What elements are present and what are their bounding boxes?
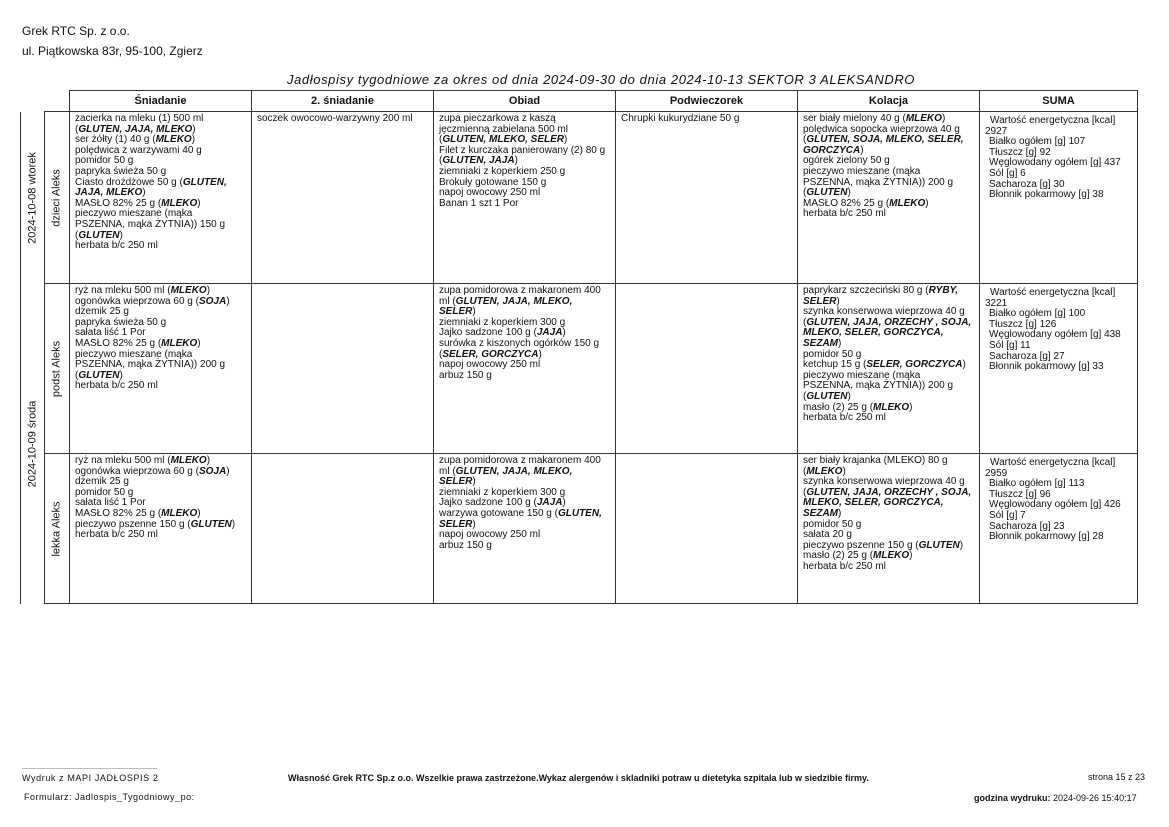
dish-text: ( (439, 134, 443, 146)
dish-text: ( (75, 229, 79, 241)
allergen-text: GLUTEN, JAJA, ORZECHY , SOJA, (806, 316, 972, 328)
allergen-text: SELER (439, 476, 473, 488)
dish-text: Jajko sadzone 100 g ( (439, 327, 537, 339)
dish-text: ) (836, 295, 840, 307)
allergen-text: RYBY, (928, 285, 959, 296)
meal-item-line (75, 530, 247, 541)
dish-text: ) (562, 497, 566, 509)
meal-cell-sniadanie (70, 112, 252, 284)
dish-text: ) (847, 187, 851, 199)
allergen-text: MLEKO (161, 337, 198, 349)
diet-name: dzieci Aleks (50, 168, 63, 227)
allergen-text: MLEKO (889, 197, 926, 209)
dish-text: ) (472, 306, 476, 318)
nutrition-value: Białko ogółem [g] 100 (989, 308, 1086, 320)
dish-text: ( (75, 369, 79, 381)
dish-text: ) (206, 455, 211, 466)
allergen-text: MLEKO (161, 197, 198, 209)
nutrition-value: Białko ogółem [g] 107 (989, 136, 1086, 148)
meal-item-line (257, 114, 429, 125)
nutrition-value: Węglowodany ogółem [g] 437 (989, 157, 1121, 169)
nutrition-value: Sól [g] 11 (989, 339, 1031, 351)
dish-text: ) (959, 539, 964, 551)
dish-text: pieczywo mieszane (mąka (75, 348, 193, 360)
col-header-podwieczorek: Podwieczorek (616, 91, 798, 112)
dish-text: napoj owocowy 250 ml (439, 187, 541, 199)
allergen-text: MLEKO (155, 134, 192, 146)
dish-text: ) (231, 518, 236, 530)
allergen-text: SEZAM (803, 507, 838, 519)
diet-name-cell (45, 112, 70, 284)
allergen-text: MLEKO (873, 401, 910, 413)
company-address: ul. Piątkowska 83r, 95-100, Zgierz (22, 44, 203, 58)
day-date: 2024-10-09 środa (26, 400, 39, 487)
allergen-text: GLUTEN (918, 539, 960, 551)
nutrition-value: Wartość energetyczna [kcal] (990, 115, 1116, 126)
footer-printout: Wydruk z MAPI JADŁOSPIS 2 (22, 773, 159, 783)
allergen-text: SELER (439, 518, 473, 530)
dish-text: pieczywo mieszane (mąka (75, 208, 193, 220)
allergen-text: GLUTEN (806, 187, 848, 199)
col-header-suma: SUMA (980, 91, 1138, 112)
dish-text: szynka konserwowa wieprzowa 40 g (803, 306, 965, 318)
allergen-text: SELER, GORCZYCA (866, 359, 963, 371)
allergen-text: GORCZYCA (803, 144, 861, 156)
meal-cell-kolacja (798, 454, 980, 604)
dish-text: PSZENNA, mąka ŻYTNIA)) 200 g (803, 176, 954, 188)
dish-text: ) (472, 476, 476, 488)
dish-text: Filet z kurczaka panierowany (2) 80 g (439, 144, 606, 156)
dish-text: ) (197, 507, 201, 519)
print-time-label: godzina wydruku: (974, 793, 1051, 803)
dish-text: ziemniaki z koperkiem 300 g (439, 486, 566, 498)
diet-row (21, 284, 1138, 454)
dish-text: ) (226, 465, 230, 477)
dish-text: Brokuły gotowane 150 g (439, 176, 547, 188)
dish-text: herbata b/c 250 ml (75, 529, 158, 541)
dish-text: Jajko sadzone 100 g ( (439, 497, 537, 509)
dish-text: MASŁO 82% 25 g ( (75, 507, 162, 519)
allergen-text: SELER (803, 295, 837, 307)
footer-print-time (974, 793, 1137, 803)
dish-text: ) (119, 229, 123, 241)
dish-text: ) (564, 134, 568, 146)
col-header-sniadanie: Śniadanie (70, 91, 252, 112)
allergen-text: GLUTEN, MLEKO, SELER (442, 134, 565, 146)
dish-text: ) (860, 144, 864, 156)
diet-name-cell (45, 284, 70, 454)
dish-text: papryka świeża 50 g (75, 165, 167, 177)
allergen-text: MLEKO, SELER, GORCZYCA, (803, 327, 944, 339)
dish-text: ) (925, 197, 929, 209)
dish-text: pomidor 50 g (75, 486, 134, 498)
diet-row (21, 112, 1138, 284)
dish-text: arbuz 150 g (439, 539, 492, 551)
meal-item-line (803, 413, 975, 424)
dish-text: dżemik 25 g (75, 306, 129, 318)
meal-cell-obiad (434, 284, 616, 454)
dish-text: ) (197, 197, 201, 209)
diet-name: lekka Aleks (50, 500, 63, 557)
meal-cell-podwieczorek (616, 284, 798, 454)
dish-text: ) (562, 327, 566, 339)
nutrition-value: Tłuszcz [g] 96 (989, 488, 1051, 500)
nutrition-value: Węglowodany ogółem [g] 426 (989, 499, 1121, 511)
meal-item-line (439, 541, 611, 552)
dish-text: ( (803, 486, 807, 498)
footer-page-number: strona 15 z 23 (1088, 772, 1146, 782)
nutrition-value: Wartość energetyczna [kcal] (990, 287, 1116, 298)
dish-text: pomidor 50 g (803, 518, 862, 530)
col-header-2-sniadanie: 2. śniadanie (252, 91, 434, 112)
nutrition-value: Sacharoza [g] 27 (989, 350, 1065, 362)
dish-text: ) (941, 113, 946, 124)
dish-text: pieczywo pszenne 150 g ( (803, 539, 919, 551)
col-header-obiad: Obiad (434, 91, 616, 112)
sum-cell (980, 284, 1138, 454)
dish-text: ) (909, 550, 913, 562)
dish-text: ) (847, 390, 851, 402)
allergen-text: GLUTEN (190, 518, 232, 530)
dish-text: ser biały mielony 40 g ( (803, 113, 906, 124)
meal-cell-kolacja (798, 112, 980, 284)
header-blank (45, 91, 70, 112)
col-header-kolacja: Kolacja (798, 91, 980, 112)
allergen-text: GLUTEN, (557, 507, 602, 519)
day-date: 2024-10-08 wtorek (26, 151, 39, 244)
dish-text: ) (142, 187, 146, 199)
sum-cell (980, 112, 1138, 284)
allergen-text: SELER (439, 306, 473, 318)
dish-text: Ciasto drożdżowe 50 g ( (75, 176, 183, 188)
allergen-text: GLUTEN, JAJA, MLEKO, (455, 295, 573, 307)
dish-text: ) (197, 337, 201, 349)
dish-text: papryka świeża 50 g (75, 316, 167, 328)
dish-text: herbata b/c 250 ml (75, 240, 158, 252)
nutrition-value: 3221 (985, 297, 1008, 309)
nutrition-value: Tłuszcz [g] 92 (989, 146, 1051, 158)
dish-text: ogórek zielony 50 g (803, 155, 890, 167)
meal-item-line (75, 381, 247, 392)
dish-text: ( (803, 187, 807, 199)
dish-text: polędwica sopocka wieprzowa 40 g (803, 123, 960, 135)
allergen-text: SELER, GORCZYCA (442, 348, 539, 360)
footer-ownership: Własność Grek RTC Sp.z o.o. Wszelkie prawa zastrzeżone.Wykaz alergenów i skladniki potraw u dietetyka szpitala lub w siedzibie firmy. (288, 773, 869, 783)
allergen-text: JAJA (536, 327, 563, 339)
dish-text: ser żółty (1) 40 g ( (75, 134, 156, 146)
dish-text: pieczywo mieszane (mąka (803, 165, 921, 177)
allergen-text: GLUTEN (78, 229, 120, 241)
allergen-text: GLUTEN (78, 369, 120, 381)
meal-cell-kolacja (798, 284, 980, 454)
meal-cell-sniadanie (70, 284, 252, 454)
dish-text: masło (2) 25 g ( (803, 550, 874, 562)
meal-cell-2-sniadanie (252, 284, 434, 454)
dish-text: PSZENNA, mąka ŻYTNIA)) 200 g (803, 380, 954, 392)
dish-text: herbata b/c 250 ml (803, 412, 886, 424)
dish-text: ( (75, 123, 79, 135)
dish-text: sałata 20 g (803, 529, 852, 541)
dish-text: ogonówka wieprzowa 60 g ( (75, 465, 199, 477)
dish-text: MASŁO 82% 25 g ( (803, 197, 890, 209)
dish-text: herbata b/c 250 ml (75, 380, 158, 392)
dish-text: ) (191, 134, 196, 146)
print-time-value: 2024-09-26 15:40:17 (1053, 793, 1137, 803)
dish-text: soczek owocowo-warzywny 200 ml (257, 113, 413, 124)
dish-text: zupa pieczarkowa z kaszą (439, 113, 556, 124)
nutrition-value: Białko ogółem [g] 113 (989, 478, 1085, 490)
dish-text: ) (514, 155, 518, 167)
nutrition-value: 2959 (985, 467, 1008, 479)
menu-table (20, 90, 1138, 604)
day-date-cell (21, 284, 45, 604)
nutrition-value: Wartość energetyczna [kcal] (990, 457, 1116, 468)
dish-text: MASŁO 82% 25 g ( (75, 197, 162, 209)
dish-text: ketchup 15 g ( (803, 359, 867, 371)
dish-text: ) (962, 359, 966, 371)
diet-name: podst Aleks (50, 340, 63, 397)
allergen-text: MLEKO (161, 507, 198, 519)
dish-text: Banan 1 szt 1 Por (439, 197, 519, 209)
nutrition-value: Sól [g] 6 (989, 167, 1026, 179)
dish-text: pomidor 50 g (803, 348, 862, 360)
dish-text: polędwica z warzywami 40 g (75, 144, 202, 156)
nutrition-value: Sól [g] 7 (989, 509, 1026, 521)
allergen-text: SOJA (198, 465, 227, 477)
meal-item-line (75, 241, 247, 252)
dish-text: ) (226, 295, 230, 307)
meal-cell-2-sniadanie (252, 454, 434, 604)
dish-text: ziemniaki z koperkiem 250 g (439, 165, 566, 177)
day-date-cell (21, 112, 45, 284)
allergen-text: GLUTEN, JAJA, MLEKO (78, 123, 193, 135)
dish-text: surówka z kiszonych ogórków 150 g (439, 337, 600, 349)
dish-text: pieczywo mieszane (mąka (803, 369, 921, 381)
dish-text: ) (192, 123, 196, 135)
dish-text: arbuz 150 g (439, 369, 492, 381)
company-name: Grek RTC Sp. z o.o. (22, 24, 130, 38)
dish-text: ziemniaki z koperkiem 300 g (439, 316, 566, 328)
dish-text: ( (803, 465, 807, 477)
nutrition-value: Błonnik pokarmowy [g] 33 (989, 361, 1104, 373)
allergen-text: GLUTEN, SOJA, MLEKO, SELER, (806, 134, 964, 146)
dish-text: sałata liść 1 Por (75, 497, 146, 509)
allergen-text: JAJA, MLEKO (75, 187, 143, 199)
dish-text: ) (472, 518, 476, 530)
dish-text: jęczmienną zabielana 500 ml (439, 123, 568, 135)
dish-text: herbata b/c 250 ml (803, 208, 886, 220)
dish-text: zupa pomidorowa z makaronem 400 (439, 455, 601, 466)
sum-cell (980, 454, 1138, 604)
dish-text: paprykarz szczeciński 80 g ( (803, 285, 929, 296)
meal-item-line (803, 209, 975, 220)
meal-cell-sniadanie (70, 454, 252, 604)
footer-form: Formularz: Jadlospis_Tygodniowy_po: (24, 792, 195, 802)
header-row (21, 91, 1138, 112)
dish-text: sałata liść 1 Por (75, 327, 146, 339)
dish-text: pieczywo pszenne 150 g ( (75, 518, 191, 530)
dish-text: ml ( (439, 465, 456, 477)
nutrition-value: Błonnik pokarmowy [g] 38 (989, 189, 1104, 201)
dish-text: ) (119, 369, 123, 381)
header-blank (21, 91, 45, 112)
nutrition-value: Błonnik pokarmowy [g] 28 (989, 531, 1104, 543)
allergen-text: SOJA (198, 295, 227, 307)
nutrition-value: Sacharoza [g] 23 (989, 520, 1065, 532)
allergen-text: GLUTEN, JAJA, MLEKO, (455, 465, 573, 477)
allergen-text: JAJA (536, 497, 563, 509)
meal-item-line (803, 562, 975, 573)
dish-text: ) (838, 507, 842, 519)
dish-text: ) (909, 401, 913, 413)
dish-text: ) (842, 465, 846, 477)
meal-cell-obiad (434, 112, 616, 284)
allergen-text: MLEKO (806, 465, 843, 477)
allergen-text: MLEKO (170, 455, 207, 466)
meal-cell-obiad (434, 454, 616, 604)
dish-text: ( (439, 348, 443, 360)
meal-cell-podwieczorek (616, 454, 798, 604)
dish-text: ryż na mleku 500 ml ( (75, 455, 171, 466)
dish-text: napoj owocowy 250 ml (439, 359, 541, 371)
allergen-text: SEZAM (803, 337, 838, 349)
dish-text: napoj owocowy 250 ml (439, 529, 541, 541)
dish-text: zacierka na mleku (1) 500 ml (75, 113, 204, 124)
dish-text: ) (206, 285, 211, 296)
nutrition-value: Węglowodany ogółem [g] 438 (989, 329, 1121, 341)
nutrition-value: Sacharoza [g] 30 (989, 178, 1065, 190)
dish-text: pomidor 50 g (75, 155, 134, 167)
dish-text: ) (838, 337, 842, 349)
meal-item-line (439, 371, 611, 382)
allergen-text: MLEKO (873, 550, 910, 562)
meal-cell-2-sniadanie (252, 112, 434, 284)
dish-text: ( (803, 390, 807, 402)
dish-text: ogonówka wieprzowa 60 g ( (75, 295, 199, 307)
nutrition-value: Tłuszcz [g] 126 (989, 318, 1057, 330)
allergen-text: GLUTEN, JAJA (442, 155, 515, 167)
dish-text: ( (803, 316, 807, 328)
dish-text: masło (2) 25 g ( (803, 401, 874, 413)
dish-text: ) (538, 348, 542, 360)
allergen-text: GLUTEN, JAJA, ORZECHY , SOJA, (806, 486, 972, 498)
meal-item-line (439, 199, 611, 210)
diet-name-cell (45, 454, 70, 604)
dish-text: Chrupki kukurydziane 50 g (621, 113, 740, 124)
allergen-text: MLEKO (905, 113, 942, 124)
dish-text: szynka konserwowa wieprzowa 40 g (803, 476, 965, 488)
meal-item-line (621, 114, 793, 125)
dish-text: warzywa gotowane 150 g ( (439, 507, 558, 519)
diet-row (21, 454, 1138, 604)
allergen-text: GLUTEN, (182, 176, 227, 188)
dish-text: PSZENNA, mąka ŻYTNIA)) 150 g (75, 218, 226, 230)
dish-text: herbata b/c 250 ml (803, 560, 886, 572)
dish-text: zupa pomidorowa z makaronem 400 (439, 285, 601, 296)
dish-text: ( (439, 155, 443, 167)
dish-text: ( (803, 134, 807, 146)
dish-text: ml ( (439, 295, 456, 307)
footer-rule (22, 768, 157, 769)
meal-cell-podwieczorek (616, 112, 798, 284)
allergen-text: MLEKO, SELER, GORCZYCA, (803, 497, 944, 509)
dish-text: ryż na mleku 500 ml ( (75, 285, 171, 296)
document-title: Jadłospisy tygodniowe za okres od dnia 2024-09-30 do dnia 2024-10-13 SEKTOR 3 ALEKSANDRO (287, 72, 916, 87)
dish-text: dżemik 25 g (75, 476, 129, 488)
allergen-text: GLUTEN (806, 390, 848, 402)
dish-text: MASŁO 82% 25 g ( (75, 337, 162, 349)
nutrition-value: 2927 (985, 125, 1008, 137)
allergen-text: MLEKO (170, 285, 207, 296)
dish-text: PSZENNA, mąka ŻYTNIA)) 200 g (75, 359, 226, 371)
dish-text: ser biały krajanka (MLEKO) 80 g (803, 455, 948, 466)
